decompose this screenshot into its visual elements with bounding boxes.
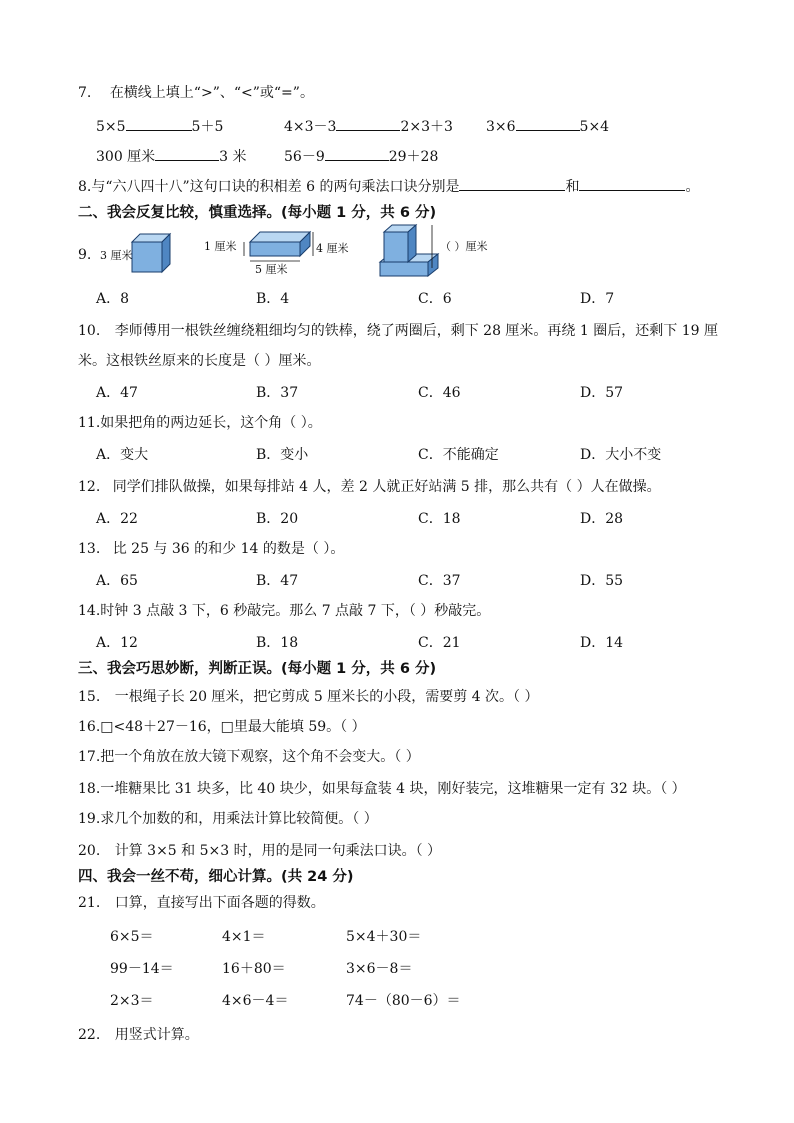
q7-row1-a	[96, 116, 223, 136]
q21-number: 21.	[78, 895, 101, 911]
q9-fig2-label-bottom: 5 厘米	[255, 263, 288, 276]
q9-option-d[interactable]: D．7	[580, 291, 615, 307]
q11-stem	[78, 414, 322, 432]
q20-stem	[78, 842, 441, 860]
q13-option-a[interactable]: A．65	[96, 573, 138, 589]
q13-number: 13.	[78, 541, 101, 557]
q7-expr: 4×3－3	[284, 119, 337, 135]
q21-text: 口算，直接写出下面各题的得数。	[114, 895, 325, 911]
q8-text: 与“六八四十八”这句口诀的积相差 6 的两句乘法口诀分别是	[91, 179, 460, 195]
q8-text-mid: 和	[565, 179, 580, 195]
q9-figure-cube	[96, 228, 186, 276]
q9-fig3-label: （ ）厘米	[440, 240, 488, 253]
q7-stem	[78, 84, 314, 102]
q17-number: 17.	[78, 749, 101, 765]
q13-text: 比 25 与 36 的和少 14 的数是（ ）。	[112, 541, 345, 557]
q7-row2-a	[96, 146, 247, 166]
q10-text-line2: 米。这根铁丝原来的长度是（ ）厘米。	[78, 353, 321, 369]
q14-stem	[78, 602, 490, 620]
q10-text-line1: 李师傅用一根铁丝缠绕粗细均匀的铁棒，绕了两圈后，剩下 28 厘米。再绕 1 圈后，还剩下 19 厘	[114, 323, 718, 339]
q10-option-a[interactable]: A．47	[96, 385, 138, 401]
q13-option-d[interactable]: D．55	[580, 573, 624, 589]
q9-option-a[interactable]: A．8	[96, 291, 130, 307]
q10-option-c[interactable]: C．46	[418, 385, 461, 401]
q9-number: 9.	[78, 247, 92, 263]
q11-option-b[interactable]: B．变小	[256, 447, 309, 463]
q12-option-a[interactable]: A．22	[96, 511, 138, 527]
q12-option-c[interactable]: C．18	[418, 511, 461, 527]
q7-row2-b	[284, 146, 438, 166]
section-3-heading: 三、我会巧思妙断，判断正误。(每小题 1 分，共 6 分)	[78, 661, 437, 677]
q21-expr: 6×5＝	[110, 929, 154, 945]
q12-stem	[78, 478, 661, 496]
q21-expr: 74－（80－6）＝	[346, 993, 461, 1009]
q14-option-a[interactable]: A．12	[96, 635, 138, 651]
q16-text: □<48＋27－16，□里最大能填 59。（ ）	[100, 719, 366, 735]
q9-option-b[interactable]: B．4	[256, 291, 290, 307]
q15-stem	[78, 688, 539, 706]
q7-expr: 56－9	[284, 149, 325, 165]
q7-expr: 29＋28	[388, 149, 439, 165]
q14-option-c[interactable]: C．21	[418, 635, 461, 651]
q9-figure-cuboid	[200, 228, 350, 278]
q12-text: 同学们排队做操，如果每排站 4 人，差 2 人就正好站满 5 排，那么共有（ ）人在做操。	[112, 479, 661, 495]
q7-expr: 300 厘米	[96, 149, 156, 165]
q16-stem	[78, 718, 366, 736]
q8-number: 8.	[78, 179, 92, 195]
q18-number: 18.	[78, 781, 101, 797]
q22-text: 用竖式计算。	[114, 1027, 199, 1043]
section-2-heading: 二、我会反复比较，慎重选择。(每小题 1 分，共 6 分)	[78, 205, 437, 221]
q14-option-d[interactable]: D．14	[580, 635, 624, 651]
q13-option-b[interactable]: B．47	[256, 573, 299, 589]
answer-blank[interactable]	[336, 116, 400, 131]
q9-option-c[interactable]: C．6	[418, 291, 452, 307]
q9-fig2-label-left: 1 厘米	[204, 240, 237, 253]
q20-number: 20.	[78, 843, 101, 859]
answer-blank[interactable]	[516, 116, 580, 131]
q11-option-d[interactable]: D．大小不变	[580, 447, 662, 463]
q7-expr: 3 米	[219, 149, 247, 165]
q21-expr: 2×3＝	[110, 993, 154, 1009]
q10-option-d[interactable]: D．57	[580, 385, 624, 401]
q18-stem	[78, 780, 686, 798]
q21-expr: 4×1＝	[222, 929, 266, 945]
q8-text-end: 。	[685, 179, 700, 195]
q21-expr: 5×4＋30＝	[346, 929, 422, 945]
q15-text: 一根绳子长 20 厘米，把它剪成 5 厘米长的小段，需要剪 4 次。（ ）	[114, 689, 539, 705]
q21-stem	[78, 894, 325, 912]
q11-number: 11.	[78, 415, 101, 431]
q12-option-b[interactable]: B．20	[256, 511, 299, 527]
answer-blank[interactable]	[325, 146, 389, 161]
q11-text: 如果把角的两边延长，这个角（ ）。	[100, 415, 322, 431]
q7-number: 7.	[78, 85, 92, 101]
q13-stem	[78, 540, 344, 558]
q12-option-d[interactable]: D．28	[580, 511, 624, 527]
q7-text: 在横线上填上“>”、“<”或“=”。	[109, 85, 314, 101]
q7-expr: 5×5	[96, 119, 126, 135]
q10-option-b[interactable]: B．37	[256, 385, 299, 401]
q7-expr: 3×6	[486, 119, 516, 135]
q19-stem	[78, 810, 378, 828]
answer-blank[interactable]	[459, 176, 565, 191]
answer-blank[interactable]	[579, 176, 685, 191]
q11-option-c[interactable]: C．不能确定	[418, 447, 499, 463]
q17-text: 把一个角放在放大镜下观察，这个角不会变大。（ ）	[100, 749, 420, 765]
q16-number: 16.	[78, 719, 101, 735]
q7-expr: 5＋5	[191, 119, 224, 135]
q17-stem	[78, 748, 420, 766]
q13-option-c[interactable]: C．37	[418, 573, 461, 589]
q10-number: 10.	[78, 323, 101, 339]
q18-text: 一堆糖果比 31 块多，比 40 块少，如果每盒装 4 块，刚好装完，这堆糖果一定有 32 块。（ ）	[100, 781, 686, 797]
q21-expr: 3×6－8＝	[346, 961, 413, 977]
q21-expr: 16＋80＝	[222, 961, 286, 977]
q7-expr: 2×3＋3	[400, 119, 453, 135]
q14-text: 时钟 3 点敲 3 下，6 秒敲完。那么 7 点敲 7 下，（ ）秒敲完。	[100, 603, 491, 619]
q14-number: 14.	[78, 603, 101, 619]
q9-figure-stacked	[374, 222, 534, 280]
q19-number: 19.	[78, 811, 101, 827]
q22-stem	[78, 1026, 199, 1044]
answer-blank[interactable]	[126, 116, 192, 131]
q12-number: 12.	[78, 479, 101, 495]
q9-fig2-label-right: 4 厘米	[316, 242, 349, 255]
q7-row1-c	[486, 116, 609, 136]
cube-front	[132, 242, 162, 272]
q8-stem	[78, 176, 699, 196]
q7-expr: 5×4	[579, 119, 610, 135]
q7-row1-b	[284, 116, 453, 136]
q19-text: 求几个加数的和，用乘法计算比较简便。（ ）	[100, 811, 378, 827]
q10-stem	[78, 322, 718, 340]
q11-option-a[interactable]: A．变大	[96, 447, 149, 463]
q14-option-b[interactable]: B．18	[256, 635, 299, 651]
q20-text: 计算 3×5 和 5×3 时，用的是同一句乘法口诀。（ ）	[114, 843, 442, 859]
answer-blank[interactable]	[155, 146, 219, 161]
q21-expr: 4×6－4＝	[222, 993, 289, 1009]
q15-number: 15.	[78, 689, 101, 705]
q21-expr: 99－14＝	[110, 961, 174, 977]
q9-fig1-label: 3 厘米	[100, 249, 133, 262]
section-4-heading: 四、我会一丝不苟，细心计算。(共 24 分)	[78, 869, 354, 885]
q22-number: 22.	[78, 1027, 101, 1043]
